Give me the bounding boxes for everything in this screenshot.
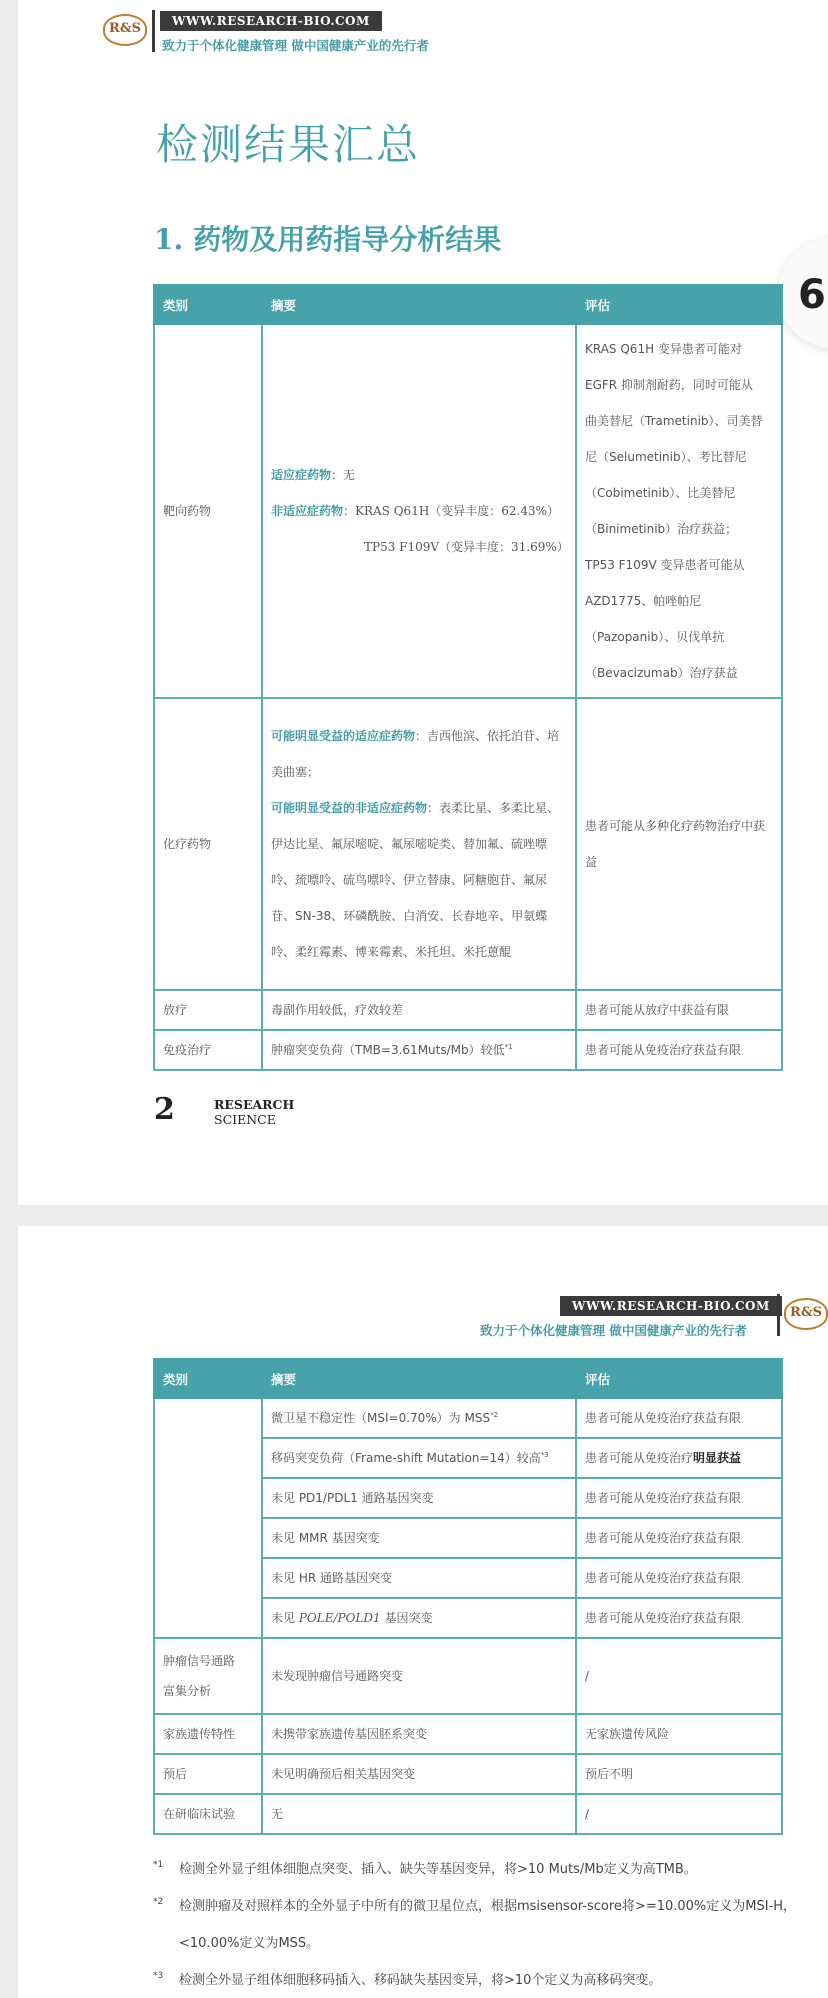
assessment-line: （Bevacizumab）治疗获益 xyxy=(585,666,738,680)
category-line: 富集分析 xyxy=(163,1684,212,1698)
header-divider xyxy=(152,10,155,52)
category-cell: 放疗 xyxy=(154,990,262,1030)
header-slogan: 致力于个体化健康管理 做中国健康产业的先行者 xyxy=(480,1323,747,1338)
drug-guidance-table xyxy=(153,284,783,1071)
summary-cell xyxy=(262,1438,576,1478)
benefit-nonindicated-label: 可能明显受益的非适应症药物 xyxy=(271,801,428,815)
summary-text: 未见 xyxy=(271,1611,299,1625)
summary-cell: 未见 MMR 基因突变 xyxy=(262,1518,576,1558)
company-logo: R&S xyxy=(103,14,147,46)
company-logo: R&S xyxy=(784,1298,828,1330)
assessment-cell: / xyxy=(576,1638,782,1714)
assessment-cell: 预后不明 xyxy=(576,1754,782,1794)
table-row xyxy=(154,1638,782,1714)
header-divider xyxy=(777,1294,780,1336)
summary-cell: 未见明确预后相关基因突变 xyxy=(262,1754,576,1794)
category-cell: 在研临床试验 xyxy=(154,1794,262,1834)
footnote-marker: *2 xyxy=(490,1411,499,1419)
footnote xyxy=(153,1888,813,1962)
summary-cell: 未发现肿瘤信号通路突变 xyxy=(262,1638,576,1714)
footnote-marker: *1 xyxy=(504,1043,513,1051)
report-page-2 xyxy=(18,1226,828,1998)
summary-text: 肿瘤突变负荷（TMB=3.61Muts/Mb）较低 xyxy=(271,1043,505,1057)
column-header: 类别 xyxy=(154,1359,262,1398)
summary-cell xyxy=(262,324,576,698)
footnote xyxy=(153,1851,813,1888)
footnote-mark: *1 xyxy=(153,1860,164,1870)
footnote-text: 检测全外显子组体细胞移码插入、移码缺失基因变异，将>10个定义为高移码突变。 xyxy=(179,1973,662,1988)
table-row xyxy=(154,698,782,990)
table-row xyxy=(154,990,782,1030)
assessment-cell: 患者可能从免疫治疗获益有限 xyxy=(576,1478,782,1518)
assessment-line: （Cobimetinib）、比美替尼 xyxy=(585,486,736,500)
assessment-cell: 患者可能从多种化疗药物治疗中获益 xyxy=(576,698,782,990)
nonindicated-drugs-line1: ：KRAS Q61H（变异丰度：62.43%） xyxy=(343,504,560,518)
category-line: 肿瘤信号通路 xyxy=(163,1654,236,1668)
column-header: 摘要 xyxy=(262,1359,576,1398)
table-row xyxy=(154,324,782,698)
assessment-cell xyxy=(576,1438,782,1478)
summary-text: 基因突变 xyxy=(380,1611,433,1625)
summary-cell xyxy=(262,1398,576,1438)
footnote-mark: *2 xyxy=(153,1897,164,1907)
table-row xyxy=(154,1398,782,1438)
report-page-1 xyxy=(18,0,828,1205)
assessment-emphasis: 明显获益 xyxy=(693,1451,742,1465)
assessment-line: AZD1775、帕唑帕尼 xyxy=(585,594,702,608)
category-cell: 靶向药物 xyxy=(154,324,262,698)
summary-cell: 毒副作用较低，疗效较差 xyxy=(262,990,576,1030)
assessment-text: 患者可能从免疫治疗 xyxy=(585,1451,694,1465)
brand-line-1: RESEARCH xyxy=(214,1097,295,1112)
table-header-row xyxy=(154,1359,782,1398)
category-cell: 化疗药物 xyxy=(154,698,262,990)
section-title-text: 药物及用药指导分析结果 xyxy=(193,223,502,256)
summary-text: 移码突变负荷（Frame-shift Mutation=14）较高 xyxy=(271,1451,541,1465)
benefit-indicated-text: ：吉西他滨、依托泊苷、培美曲塞； xyxy=(271,729,560,779)
assessment-line: 曲美替尼（Trametinib）、司美替 xyxy=(585,414,763,428)
category-cell: 免疫治疗 xyxy=(154,1030,262,1070)
brand-mark xyxy=(214,1097,294,1127)
category-cell: 家族遗传特性 xyxy=(154,1714,262,1754)
footnote-text: 检测全外显子组体细胞点突变、插入、缺失等基因变异，将>10 Muts/Mb定义为高TMB。 xyxy=(179,1862,697,1877)
assessment-cell: 患者可能从免疫治疗获益有限 xyxy=(576,1558,782,1598)
immuno-summary-table xyxy=(153,1358,783,1835)
assessment-cell: 患者可能从免疫治疗获益有限 xyxy=(576,1030,782,1070)
header-url: WWW.RESEARCH-BIO.COM xyxy=(160,11,382,31)
assessment-cell xyxy=(576,1398,782,1438)
indicated-drugs-value: ：无 xyxy=(331,468,356,482)
footnote xyxy=(153,1962,813,1998)
table-row xyxy=(154,1754,782,1794)
section-title xyxy=(154,218,501,258)
summary-cell: 未见 PD1/PDL1 通路基因突变 xyxy=(262,1478,576,1518)
category-cell: 预后 xyxy=(154,1754,262,1794)
category-cell xyxy=(154,1398,262,1638)
assessment-line: TP53 F109V 变异患者可能从 xyxy=(585,558,745,572)
column-header: 摘要 xyxy=(262,285,576,324)
summary-cell: 未见 HR 通路基因突变 xyxy=(262,1558,576,1598)
nonindicated-drugs-line2: TP53 F109V（变异丰度：31.69%） xyxy=(364,540,569,554)
column-header: 类别 xyxy=(154,285,262,324)
footnote-marker: *3 xyxy=(540,1451,549,1459)
assessment-line: （Binimetinib）治疗获益； xyxy=(585,522,738,536)
summary-cell: 未携带家族遗传基因胚系突变 xyxy=(262,1714,576,1754)
assessment-cell: 患者可能从免疫治疗获益有限 xyxy=(576,1518,782,1558)
summary-cell xyxy=(262,698,576,990)
page-number: 2 xyxy=(154,1092,175,1127)
nonindicated-drugs-label: 非适应症药物 xyxy=(271,504,344,518)
header-url: WWW.RESEARCH-BIO.COM xyxy=(560,1296,782,1316)
assessment-cell xyxy=(576,324,782,698)
table-row xyxy=(154,1794,782,1834)
column-header: 评估 xyxy=(576,285,782,324)
assessment-cell: / xyxy=(576,1794,782,1834)
footnote-mark: *3 xyxy=(153,1971,164,1981)
summary-text: 微卫星不稳定性（MSI=0.70%）为 MSS xyxy=(271,1411,491,1425)
indicated-drugs-label: 适应症药物 xyxy=(271,468,332,482)
category-cell xyxy=(154,1638,262,1714)
assessment-line: 尼（Selumetinib）、考比替尼 xyxy=(585,450,747,464)
floating-button[interactable] xyxy=(778,238,828,348)
footnotes xyxy=(153,1851,813,1998)
assessment-cell: 无家族遗传风险 xyxy=(576,1714,782,1754)
gene-name: POLE/POLD1 xyxy=(298,1611,381,1625)
summary-cell xyxy=(262,1030,576,1070)
assessment-line: （Pazopanib）、贝伐单抗 xyxy=(585,630,725,644)
assessment-cell: 患者可能从免疫治疗获益有限 xyxy=(576,1598,782,1638)
summary-cell: 无 xyxy=(262,1794,576,1834)
assessment-cell: 患者可能从放疗中获益有限 xyxy=(576,990,782,1030)
page-title: 检测结果汇总 xyxy=(156,120,421,169)
column-header: 评估 xyxy=(576,1359,782,1398)
assessment-line: KRAS Q61H 变异患者可能对 xyxy=(585,342,742,356)
assessment-line: EGFR 抑制剂耐药，同时可能从 xyxy=(585,378,753,392)
header-slogan: 致力于个体化健康管理 做中国健康产业的先行者 xyxy=(162,38,429,53)
table-header-row xyxy=(154,285,782,324)
table-row xyxy=(154,1714,782,1754)
floating-button-glyph: 6 xyxy=(798,272,826,318)
assessment-text: 患者可能从免疫治疗获益有限 xyxy=(585,1411,742,1425)
section-number: 1. xyxy=(154,223,184,256)
table-row xyxy=(154,1030,782,1070)
benefit-nonindicated-text: ：表柔比星、多柔比星、伊达比星、氟尿嘧啶、氟尿嘧啶类、替加氟、硫唑嘌呤、巯嘌呤、硫鸟嘌呤、伊立替康、阿糖胞苷、氟尿苷、SN-38、环磷酰胺、白消安、长春地辛、甲氨蝶呤、柔红霉素、博来霉素、米托坦、米托蒽醌 xyxy=(271,801,560,959)
footnote-text: 检测肿瘤及对照样本的全外显子中所有的微卫星位点，根据msisensor-score将>=10.00%定义为MSI-H，<10.00%定义为MSS。 xyxy=(179,1899,797,1951)
summary-cell xyxy=(262,1598,576,1638)
benefit-indicated-label: 可能明显受益的适应症药物 xyxy=(271,729,416,743)
brand-line-2: SCIENCE xyxy=(214,1112,276,1127)
